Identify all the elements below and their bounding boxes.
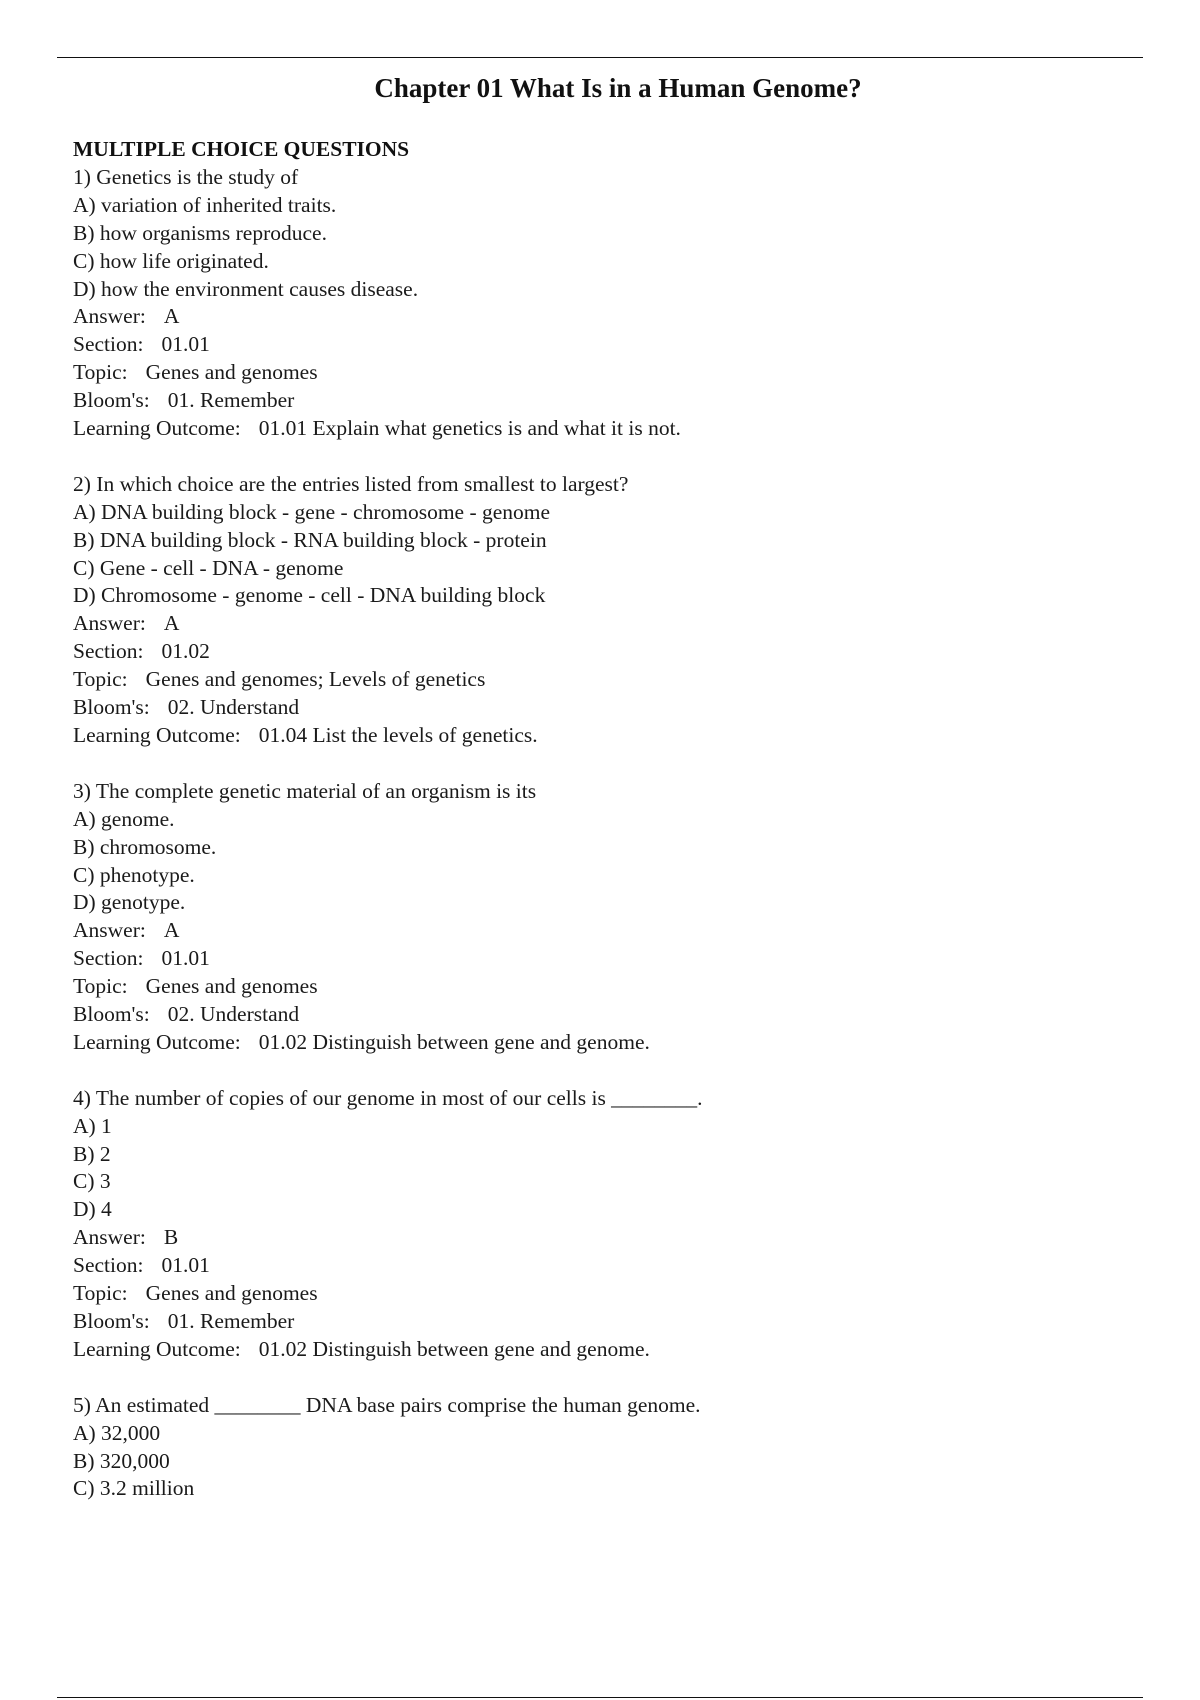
option-b: B) 320,000 <box>73 1448 170 1473</box>
question-stem: 3) The complete genetic material of an organism is its <box>73 778 537 803</box>
question-stem: 4) The number of copies of our genome in most of our cells is ________. <box>73 1085 703 1110</box>
answer-value: A <box>163 918 180 943</box>
blooms-value: 02. Understand <box>167 695 300 720</box>
outcome-value: 01.01 Explain what genetics is and what it is not. <box>258 416 681 441</box>
answer-label: Answer: <box>73 918 146 943</box>
outcome-label: Learning Outcome: <box>73 1336 241 1361</box>
document-body <box>73 136 1133 1503</box>
outcome-line <box>73 722 1133 750</box>
blooms-line <box>73 694 1133 722</box>
option-d: D) how the environment causes disease. <box>73 276 419 301</box>
outcome-value: 01.02 Distinguish between gene and genome. <box>258 1029 650 1054</box>
section-line <box>73 638 1133 666</box>
blooms-label: Bloom's: <box>73 1002 150 1027</box>
outcome-line <box>73 1029 1133 1057</box>
topic-label: Topic: <box>73 360 128 385</box>
section-heading: MULTIPLE CHOICE QUESTIONS <box>73 137 410 161</box>
topic-line <box>73 973 1133 1001</box>
blooms-line <box>73 387 1133 415</box>
topic-value: Genes and genomes; Levels of genetics <box>145 667 486 692</box>
outcome-label: Learning Outcome: <box>73 723 241 748</box>
section-label: Section: <box>73 946 144 971</box>
option-a: A) variation of inherited traits. <box>73 192 337 217</box>
answer-line <box>73 917 1133 945</box>
blooms-value: 02. Understand <box>167 1002 300 1027</box>
option-a: A) genome. <box>73 806 175 831</box>
section-label: Section: <box>73 1253 144 1278</box>
option-c: C) 3.2 million <box>73 1476 195 1501</box>
option-b: B) how organisms reproduce. <box>73 220 327 245</box>
section-label: Section: <box>73 332 144 357</box>
option-b: B) 2 <box>73 1141 111 1166</box>
option-d: D) genotype. <box>73 890 186 915</box>
question-1 <box>73 164 1133 443</box>
topic-label: Topic: <box>73 667 128 692</box>
topic-label: Topic: <box>73 1281 128 1306</box>
page-title: Chapter 01 What Is in a Human Genome? <box>374 73 862 103</box>
section-line <box>73 1252 1133 1280</box>
section-value: 01.01 <box>161 946 210 971</box>
section-value: 01.01 <box>161 332 210 357</box>
question-stem: 5) An estimated ________ DNA base pairs comprise the human genome. <box>73 1392 701 1417</box>
section-label: Section: <box>73 639 144 664</box>
topic-value: Genes and genomes <box>145 360 318 385</box>
section-line <box>73 331 1133 359</box>
option-c: C) 3 <box>73 1169 111 1194</box>
blooms-label: Bloom's: <box>73 388 150 413</box>
top-rule <box>57 57 1143 58</box>
outcome-label: Learning Outcome: <box>73 1029 241 1054</box>
option-c: C) phenotype. <box>73 862 195 887</box>
answer-line <box>73 1224 1133 1252</box>
outcome-line <box>73 415 1133 443</box>
option-a: A) 32,000 <box>73 1420 161 1445</box>
outcome-value: 01.04 List the levels of genetics. <box>258 723 538 748</box>
option-a: A) DNA building block - gene - chromosome - genome <box>73 499 551 524</box>
question-2 <box>73 471 1133 750</box>
option-d: D) Chromosome - genome - cell - DNA building block <box>73 583 546 608</box>
blooms-value: 01. Remember <box>167 1309 295 1334</box>
question-stem: 1) Genetics is the study of <box>73 164 299 189</box>
outcome-value: 01.02 Distinguish between gene and genome. <box>258 1336 650 1361</box>
option-c: C) how life originated. <box>73 248 269 273</box>
blooms-line <box>73 1001 1133 1029</box>
section-value: 01.01 <box>161 1253 210 1278</box>
blooms-label: Bloom's: <box>73 1309 150 1334</box>
blooms-value: 01. Remember <box>167 388 295 413</box>
answer-label: Answer: <box>73 611 146 636</box>
question-3 <box>73 778 1133 1057</box>
answer-value: A <box>163 611 180 636</box>
answer-line <box>73 303 1133 331</box>
question-4 <box>73 1085 1133 1364</box>
answer-label: Answer: <box>73 1225 146 1250</box>
option-d: D) 4 <box>73 1197 112 1222</box>
answer-value: B <box>163 1225 179 1250</box>
blooms-label: Bloom's: <box>73 695 150 720</box>
topic-value: Genes and genomes <box>145 1281 318 1306</box>
topic-label: Topic: <box>73 974 128 999</box>
option-c: C) Gene - cell - DNA - genome <box>73 555 344 580</box>
question-5 <box>73 1392 1133 1504</box>
section-line <box>73 945 1133 973</box>
topic-line <box>73 359 1133 387</box>
option-b: B) DNA building block - RNA building block - protein <box>73 527 547 552</box>
outcome-label: Learning Outcome: <box>73 416 241 441</box>
topic-value: Genes and genomes <box>145 974 318 999</box>
bottom-rule <box>57 1697 1143 1698</box>
blooms-line <box>73 1308 1133 1336</box>
answer-line <box>73 610 1133 638</box>
answer-value: A <box>163 304 180 329</box>
option-b: B) chromosome. <box>73 834 217 859</box>
outcome-line <box>73 1336 1133 1364</box>
question-stem: 2) In which choice are the entries listed from smallest to largest? <box>73 471 629 496</box>
topic-line <box>73 1280 1133 1308</box>
topic-line <box>73 666 1133 694</box>
answer-label: Answer: <box>73 304 146 329</box>
section-value: 01.02 <box>161 639 210 664</box>
option-a: A) 1 <box>73 1113 112 1138</box>
